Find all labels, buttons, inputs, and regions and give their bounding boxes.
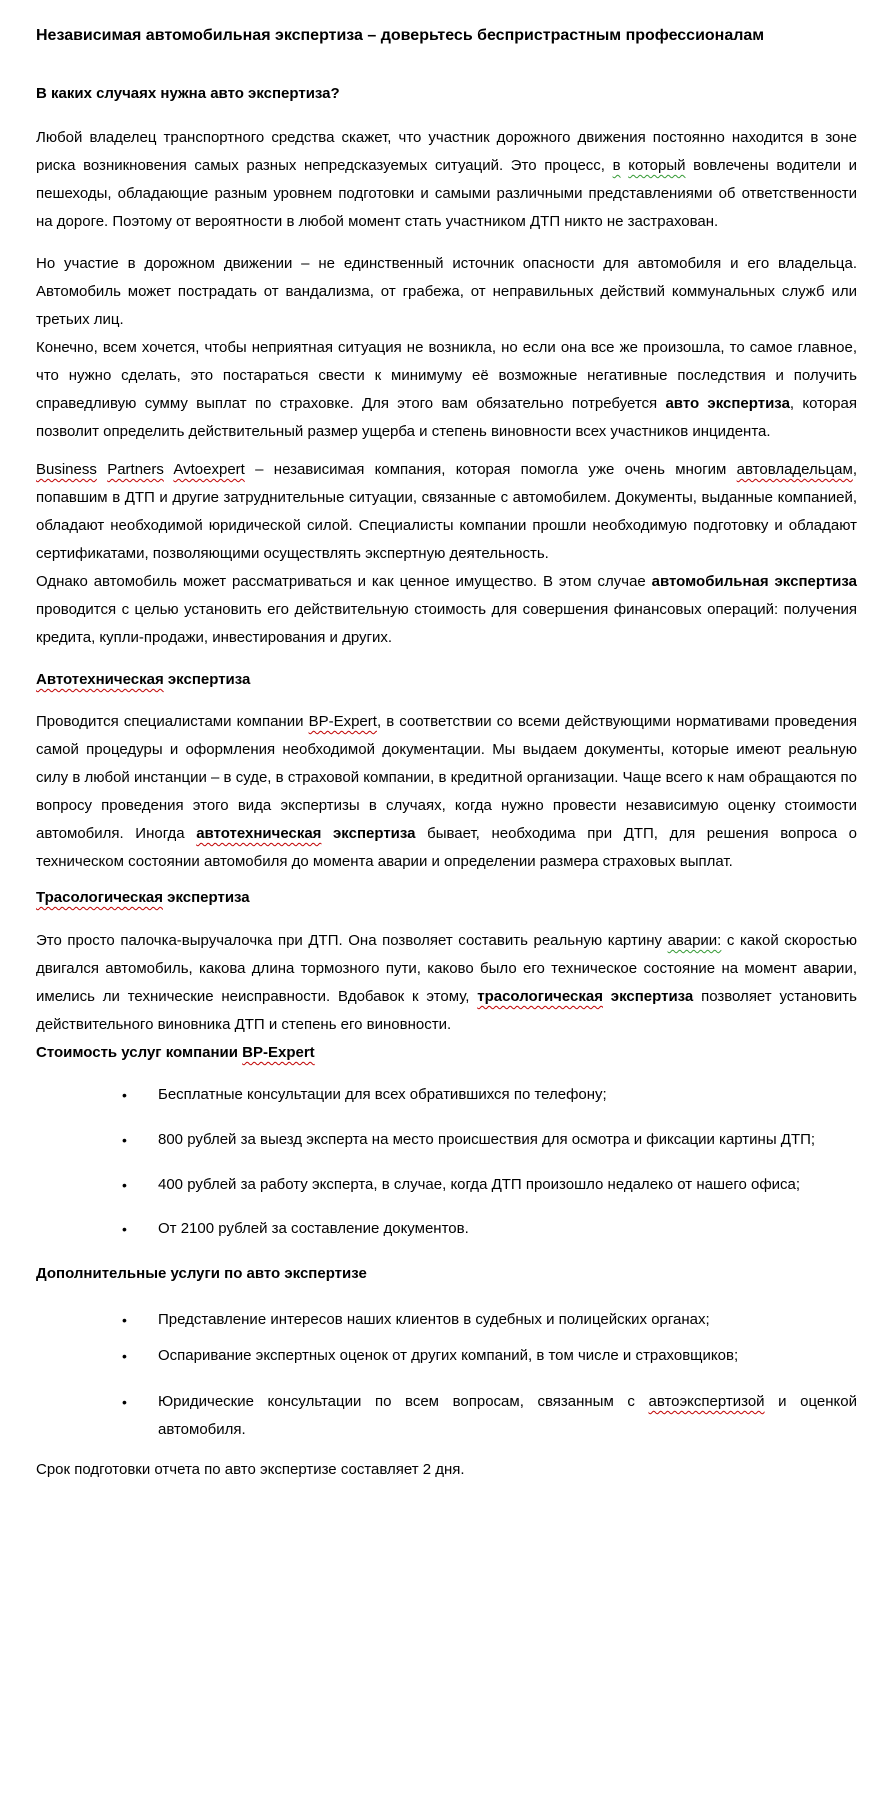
bullet-icon: • <box>122 1132 127 1148</box>
bullet-icon: • <box>122 1087 127 1103</box>
text-run: Это просто палочка-выручалочка при ДТП. Она позволяет составить реальную картину <box>36 932 668 949</box>
text-run: Стоимость услуг компании <box>36 1044 243 1061</box>
paragraph <box>36 568 857 652</box>
bullet-icon: • <box>122 1177 127 1193</box>
misspelled-word: BP-Expert <box>308 713 377 730</box>
bullet-icon: • <box>122 1221 127 1237</box>
text-run: Конечно, всем хочется, чтобы неприятная ситуация не возникла, но если она все же произошла, то самое главное, что нужно сделать, это постараться свести к минимуму её возможные негативные последствия и получить справедливую сумму выплат по страховке. Для этого вам обязательно потребуется <box>36 339 857 412</box>
text-run: , в соответствии со всеми действующими нормативами проведения самой процедуры и оформления необходимой документации. Мы выдаем документы, которые имеют реальную силу в любой инстанции – в суде, в страховой компании, в кредитной организации. Чаще всего к нам обращаются по вопросу проведения этого вида экспертизы в случаях, когда нужно провести независимую оценку стоимости автомобиля. Иногда <box>36 713 857 842</box>
misspelled-word: Автотехническая <box>36 671 164 688</box>
misspelled-word: BP-Expert <box>242 1044 315 1061</box>
paragraph <box>36 334 857 446</box>
text-run: с какой скоростью двигался автомобиль, какова длина тормозного пути, каково было его техническое состояние на момент аварии, имелись ли технические неисправности. Вдобавок к этому, <box>36 932 857 1005</box>
text-run: вовлечены водители и пешеходы, обладающие разным уровнем подготовки и самыми различными представлениями об ответственности на дороге. Поэтому от вероятности в любой момент стать участником ДТП никто не застрахован. <box>36 157 857 230</box>
paragraph <box>36 456 857 568</box>
bullet-icon: • <box>122 1312 127 1328</box>
paragraph <box>36 708 857 876</box>
text-run <box>164 461 174 478</box>
emphasized-text: экспертиза <box>321 825 416 842</box>
paragraph: Срок подготовки отчета по авто экспертизе составляет 2 дня. <box>36 1461 465 1478</box>
text-run: и оценкой автомобиля. <box>158 1393 857 1438</box>
text-run: Однако автомобиль может рассматриваться и как ценное имущество. В этом случае <box>36 573 652 590</box>
list-item <box>36 1215 857 1243</box>
section-heading <box>36 666 857 694</box>
list-item <box>36 1388 857 1444</box>
section-heading: Дополнительные услуги по авто экспертизе <box>36 1265 367 1282</box>
misspelled-word: трасологическая <box>477 988 603 1005</box>
text-run: 400 рублей за работу эксперта, в случае, когда ДТП произошло недалеко от нашего офиса; <box>158 1176 801 1193</box>
bullet-icon: • <box>122 1348 127 1364</box>
misspelled-word: Трасологическая <box>36 889 163 906</box>
text-run: Бесплатные консультации для всех обратившихся по телефону; <box>158 1086 607 1103</box>
misspelled-word: Partners <box>107 461 164 478</box>
text-run: позволяет установить действительного виновника ДТП и степень его виновности. <box>36 988 857 1033</box>
misspelled-word: автовладельцам <box>736 461 853 478</box>
text-run: бывает, необходима при ДТП, для решения вопроса о техническом состоянии автомобиля до момента аварии и определении размера страховых выплат. <box>36 825 857 870</box>
text-run: Представление интересов наших клиентов в судебных и полицейских органах; <box>158 1311 710 1328</box>
grammar-flagged-word: который <box>628 157 686 174</box>
text-run <box>97 461 107 478</box>
emphasized-text: экспертиза <box>602 988 694 1005</box>
emphasized-text: автомобильная экспертиза <box>651 573 857 590</box>
text-run: экспертиза <box>163 671 251 688</box>
text-run: , которая позволит определить действительный размер ущерба и степень виновности всех участников инцидента. <box>36 395 857 440</box>
text-run: экспертиза <box>163 889 250 906</box>
section-heading <box>36 884 857 912</box>
text-run: От 2100 рублей за составление документов. <box>158 1220 469 1237</box>
text-run: , попавшим в ДТП и другие затруднительные ситуации, связанные с автомобилем. Документы, выданные компанией, обладают необходимой юридической силой. Специалисты компании прошли необходимую подготовку и обладают сертификатами, позволяющими осуществлять экспертную деятельность. <box>36 461 857 562</box>
paragraph: Но участие в дорожном движении – не единственный источник опасности для автомобиля и его владельца. Автомобиль может пострадать от вандализма, от грабежа, от неправильных действий коммунальных служб или третьих лиц. <box>36 255 857 328</box>
section-heading: В каких случаях нужна авто экспертиза? <box>36 85 340 102</box>
paragraph <box>36 927 857 1039</box>
text-run: – независимая компания, которая помогла уже очень многим <box>244 461 737 478</box>
section-heading <box>36 1039 857 1067</box>
misspelled-word: автоэкспертизой <box>648 1393 765 1410</box>
grammar-flagged-word: в <box>612 157 621 174</box>
list-item <box>36 1171 857 1199</box>
misspelled-word: Business <box>36 461 97 478</box>
bullet-icon: • <box>122 1394 127 1410</box>
text-run: Проводится специалистами компании <box>36 713 309 730</box>
misspelled-word: автотехническая <box>196 825 322 842</box>
text-run: 800 рублей за выезд эксперта на место происшествия для осмотра и фиксации картины ДТП; <box>158 1131 816 1148</box>
grammar-flagged-word: аварии: <box>667 932 722 949</box>
bullet-list <box>36 1306 857 1444</box>
list-item <box>36 1342 857 1370</box>
paragraph <box>36 124 857 236</box>
list-item <box>36 1081 857 1109</box>
text-run: Оспаривание экспертных оценок от других компаний, в том числе и страховщиков; <box>158 1347 739 1364</box>
misspelled-word: Avtoexpert <box>173 461 245 478</box>
emphasized-text: авто экспертиза <box>665 395 790 412</box>
list-item <box>36 1126 857 1154</box>
text-run: Любой владелец транспортного средства скажет, что участник дорожного движения постоянно находится в зоне риска возникновения самых разных непредсказуемых ситуаций. Это процесс, <box>36 129 857 174</box>
doc-title: Независимая автомобильная экспертиза – доверьтесь беспристрастным профессионалам <box>36 27 765 44</box>
list-item <box>36 1306 857 1334</box>
text-run: Юридические консультации по всем вопросам, связанным с <box>158 1393 649 1410</box>
bullet-list <box>36 1081 857 1243</box>
text-run: проводится с целью установить его действительную стоимость для совершения финансовых операций: получения кредита, купли-продажи, инвестирования и других. <box>36 601 857 646</box>
